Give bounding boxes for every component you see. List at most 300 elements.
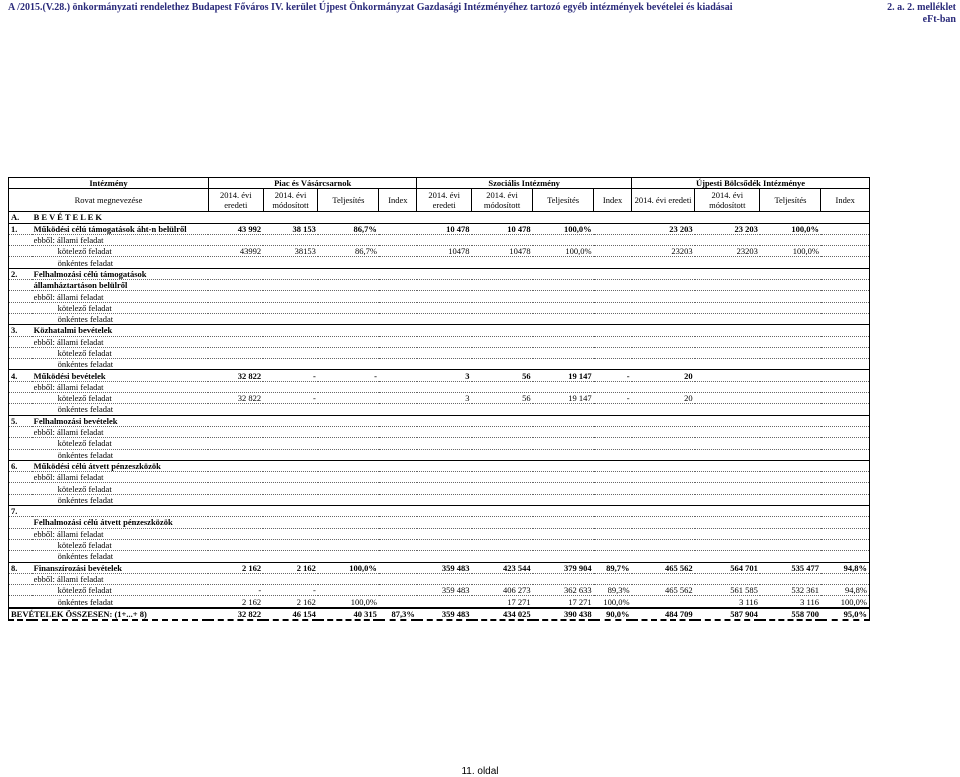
header-annex [887, 2, 956, 26]
cell: 20 [632, 393, 695, 404]
cell [821, 336, 870, 347]
cell [594, 246, 632, 257]
row-label: Felhalmozási célú támogatások [32, 268, 209, 279]
row-label: ebből: állami feladat [32, 528, 209, 539]
cell [318, 483, 379, 494]
cell [263, 268, 318, 279]
row-num [9, 313, 32, 324]
cell: 43 992 [208, 223, 263, 234]
cell [417, 438, 472, 449]
cell [821, 517, 870, 528]
col-header-3-4: Index [821, 189, 870, 212]
cell [632, 359, 695, 370]
cell [472, 302, 533, 313]
table-row [9, 370, 870, 381]
cell: 3 116 [695, 596, 760, 608]
cell [263, 291, 318, 302]
cell [318, 325, 379, 336]
cell [760, 494, 821, 505]
cell [533, 302, 594, 313]
rovat-header: Rovat megnevezése [9, 189, 209, 212]
cell [318, 517, 379, 528]
cell [632, 426, 695, 437]
cell [533, 460, 594, 471]
total-row [9, 608, 870, 620]
cell: 359 483 [417, 585, 472, 596]
cell [379, 291, 417, 302]
col-header-1-2: 2014. évi módosított [263, 189, 318, 212]
header-row-columns [9, 189, 870, 212]
table-row [9, 268, 870, 279]
table-row [9, 539, 870, 550]
cell [533, 426, 594, 437]
cell [632, 483, 695, 494]
table-row [9, 246, 870, 257]
cell [821, 302, 870, 313]
cell [472, 494, 533, 505]
cell [821, 234, 870, 245]
cell: 10 478 [472, 223, 533, 234]
cell [472, 381, 533, 392]
cell [695, 460, 760, 471]
cell [379, 517, 417, 528]
cell [379, 539, 417, 550]
cell [263, 539, 318, 550]
cell [417, 280, 472, 291]
cell [821, 347, 870, 358]
cell [379, 370, 417, 381]
cell [594, 223, 632, 234]
cell [632, 404, 695, 415]
total-cell: 40 315 [318, 608, 379, 620]
cell [208, 528, 263, 539]
cell [379, 483, 417, 494]
cell [760, 460, 821, 471]
cell [533, 257, 594, 268]
cell [208, 347, 263, 358]
cell [472, 313, 533, 324]
cell [472, 483, 533, 494]
total-cell: 87,3% [379, 608, 417, 620]
table-row [9, 460, 870, 471]
row-num: 7. [9, 506, 32, 517]
cell [263, 381, 318, 392]
cell [632, 528, 695, 539]
cell [208, 494, 263, 505]
cell [318, 381, 379, 392]
cell: - [594, 370, 632, 381]
table-row [9, 438, 870, 449]
cell [760, 472, 821, 483]
section-num: A. [9, 212, 32, 223]
cell [417, 551, 472, 562]
cell [263, 438, 318, 449]
cell [821, 539, 870, 550]
table-row [9, 517, 870, 528]
cell [632, 415, 695, 426]
cell [472, 257, 533, 268]
cell [760, 449, 821, 460]
col-header-3-1: 2014. évi eredeti [632, 189, 695, 212]
cell [632, 302, 695, 313]
cell: 56 [472, 393, 533, 404]
cell [263, 415, 318, 426]
cell [263, 257, 318, 268]
cell [208, 517, 263, 528]
cell [472, 426, 533, 437]
cell [208, 573, 263, 584]
cell [821, 528, 870, 539]
cell: 56 [472, 370, 533, 381]
cell: 17 271 [533, 596, 594, 608]
cell [760, 336, 821, 347]
cell [821, 472, 870, 483]
cell [318, 404, 379, 415]
cell [208, 551, 263, 562]
total-cell: 434 025 [472, 608, 533, 620]
cell [417, 359, 472, 370]
cell [379, 415, 417, 426]
cell [594, 494, 632, 505]
table-row [9, 381, 870, 392]
cell [417, 449, 472, 460]
cell [695, 438, 760, 449]
cell: 3 116 [760, 596, 821, 608]
cell [379, 438, 417, 449]
cell [472, 234, 533, 245]
cell: 19 147 [533, 393, 594, 404]
cell [760, 438, 821, 449]
cell [263, 359, 318, 370]
total-cell: 359 483 [417, 608, 472, 620]
cell [760, 325, 821, 336]
col-header-2-1: 2014. évi eredeti [417, 189, 472, 212]
cell [263, 517, 318, 528]
cell [417, 517, 472, 528]
cell: 2 162 [208, 596, 263, 608]
cell [594, 257, 632, 268]
cell [379, 404, 417, 415]
cell [760, 313, 821, 324]
cell [695, 539, 760, 550]
total-label: BEVÉTELEK ÖSSZESEN: (1+...+ 8) [9, 608, 209, 620]
cell [379, 528, 417, 539]
table-row [9, 393, 870, 404]
row-num [9, 234, 32, 245]
cell [263, 573, 318, 584]
cell [263, 325, 318, 336]
cell [632, 347, 695, 358]
cell [533, 517, 594, 528]
cell [821, 404, 870, 415]
total-cell: 95,0% [821, 608, 870, 620]
cell [318, 494, 379, 505]
col-header-3-2: 2014. évi módosított [695, 189, 760, 212]
col-header-3-3: Teljesítés [760, 189, 821, 212]
row-label: kötelező feladat [32, 438, 209, 449]
cell [208, 325, 263, 336]
cell [533, 472, 594, 483]
cell [821, 359, 870, 370]
cell [318, 393, 379, 404]
cell [417, 494, 472, 505]
cell [417, 268, 472, 279]
cell [318, 506, 379, 517]
cell [318, 539, 379, 550]
row-label: kötelező feladat [32, 347, 209, 358]
cell: 100,0% [318, 596, 379, 608]
cell: 100,0% [318, 562, 379, 573]
row-num [9, 426, 32, 437]
cell [632, 494, 695, 505]
cell [594, 551, 632, 562]
cell [695, 573, 760, 584]
cell [263, 302, 318, 313]
table-row [9, 313, 870, 324]
cell [472, 415, 533, 426]
cell [632, 551, 695, 562]
cell [760, 359, 821, 370]
cell [821, 506, 870, 517]
cell [594, 539, 632, 550]
cell [208, 426, 263, 437]
cell: 100,0% [760, 246, 821, 257]
cell [318, 234, 379, 245]
cell: 86,7% [318, 223, 379, 234]
cell [379, 223, 417, 234]
cell [632, 449, 695, 460]
cell [472, 539, 533, 550]
cell [318, 472, 379, 483]
institution-2: Szociális Intézmény [417, 178, 632, 189]
cell [208, 415, 263, 426]
cell [821, 280, 870, 291]
row-num [9, 483, 32, 494]
cell [594, 460, 632, 471]
cell [472, 325, 533, 336]
cell [263, 460, 318, 471]
cell [695, 449, 760, 460]
cell [379, 359, 417, 370]
cell [208, 313, 263, 324]
cell [760, 302, 821, 313]
cell [472, 404, 533, 415]
cell: 561 585 [695, 585, 760, 596]
cell: 100,0% [760, 223, 821, 234]
row-label: önkéntes feladat [32, 551, 209, 562]
row-num: 4. [9, 370, 32, 381]
row-num [9, 336, 32, 347]
cell [533, 325, 594, 336]
cell [821, 370, 870, 381]
cell: 465 562 [632, 562, 695, 573]
row-label: kötelező feladat [32, 539, 209, 550]
table-row [9, 449, 870, 460]
row-num [9, 438, 32, 449]
row-label: kötelező feladat [32, 246, 209, 257]
cell [594, 268, 632, 279]
cell [594, 291, 632, 302]
cell [417, 483, 472, 494]
cell [318, 336, 379, 347]
cell [208, 381, 263, 392]
cell [821, 313, 870, 324]
row-num: 6. [9, 460, 32, 471]
cell [594, 234, 632, 245]
cell: 10478 [472, 246, 533, 257]
cell [695, 426, 760, 437]
cell: 94,8% [821, 562, 870, 573]
cell [208, 268, 263, 279]
cell [379, 280, 417, 291]
cell [263, 506, 318, 517]
cell [533, 494, 594, 505]
cell: 10478 [417, 246, 472, 257]
row-num [9, 585, 32, 596]
cell [472, 347, 533, 358]
cell [695, 302, 760, 313]
cell [632, 472, 695, 483]
cell [594, 517, 632, 528]
cell [632, 313, 695, 324]
cell [760, 280, 821, 291]
cell [760, 404, 821, 415]
cell [472, 528, 533, 539]
cell [695, 336, 760, 347]
cell [821, 223, 870, 234]
cell [695, 234, 760, 245]
table-row [9, 596, 870, 608]
cell: 359 483 [417, 562, 472, 573]
header-row-institutions [9, 178, 870, 189]
cell [821, 393, 870, 404]
cell [318, 302, 379, 313]
cell [417, 573, 472, 584]
cell [208, 460, 263, 471]
cell [417, 347, 472, 358]
cell [821, 551, 870, 562]
cell [760, 528, 821, 539]
cell [379, 551, 417, 562]
cell [318, 257, 379, 268]
row-label: ebből: állami feladat [32, 381, 209, 392]
total-cell: 558 700 [760, 608, 821, 620]
cell [594, 381, 632, 392]
col-header-2-3: Teljesítés [533, 189, 594, 212]
cell [821, 381, 870, 392]
cell [263, 336, 318, 347]
row-label: ebből: állami feladat [32, 336, 209, 347]
cell [208, 234, 263, 245]
row-num: 8. [9, 562, 32, 573]
cell [379, 596, 417, 608]
row-num [9, 302, 32, 313]
cell [417, 291, 472, 302]
annex-label: 2. a. 2. melléklet [887, 2, 956, 13]
cell [594, 438, 632, 449]
cell [533, 313, 594, 324]
cell [594, 302, 632, 313]
table-row [9, 415, 870, 426]
cell: 2 162 [263, 596, 318, 608]
cell [594, 359, 632, 370]
cell [318, 573, 379, 584]
cell [594, 449, 632, 460]
cell [417, 381, 472, 392]
cell [533, 336, 594, 347]
cell [695, 494, 760, 505]
table-row [9, 257, 870, 268]
cell [760, 268, 821, 279]
cell [695, 280, 760, 291]
cell [263, 313, 318, 324]
cell [533, 359, 594, 370]
cell [417, 404, 472, 415]
cell [472, 438, 533, 449]
cell [821, 257, 870, 268]
cell [695, 472, 760, 483]
cell [533, 381, 594, 392]
cell [695, 517, 760, 528]
row-label: Működési célú átvett pénzeszközök [32, 460, 209, 471]
total-cell: 46 154 [263, 608, 318, 620]
cell [417, 528, 472, 539]
cell [821, 415, 870, 426]
cell [760, 370, 821, 381]
row-num: 2. [9, 268, 32, 279]
cell [263, 483, 318, 494]
page-number: 11. oldal [461, 766, 499, 777]
cell: 100,0% [594, 596, 632, 608]
cell [417, 302, 472, 313]
section-label: B E V É T E L E K [33, 212, 102, 223]
row-num [9, 280, 32, 291]
cell [594, 325, 632, 336]
cell [379, 472, 417, 483]
cell [417, 313, 472, 324]
cell [760, 426, 821, 437]
row-label: önkéntes feladat [32, 449, 209, 460]
cell [472, 460, 533, 471]
cell: - [263, 393, 318, 404]
cell [472, 517, 533, 528]
cell [632, 539, 695, 550]
row-num [9, 359, 32, 370]
cell [318, 551, 379, 562]
cell [594, 336, 632, 347]
cell [760, 257, 821, 268]
cell [594, 483, 632, 494]
cell [379, 393, 417, 404]
cell [318, 291, 379, 302]
cell [263, 426, 318, 437]
cell [632, 291, 695, 302]
table-row [9, 223, 870, 234]
cell [208, 359, 263, 370]
cell: 3 [417, 370, 472, 381]
cell [594, 404, 632, 415]
cell [263, 347, 318, 358]
cell [594, 528, 632, 539]
row-num [9, 573, 32, 584]
cell [379, 460, 417, 471]
cell [632, 517, 695, 528]
table-row [9, 291, 870, 302]
cell [208, 404, 263, 415]
cell [417, 325, 472, 336]
row-label: államháztartáson belülről [32, 280, 209, 291]
cell [472, 280, 533, 291]
